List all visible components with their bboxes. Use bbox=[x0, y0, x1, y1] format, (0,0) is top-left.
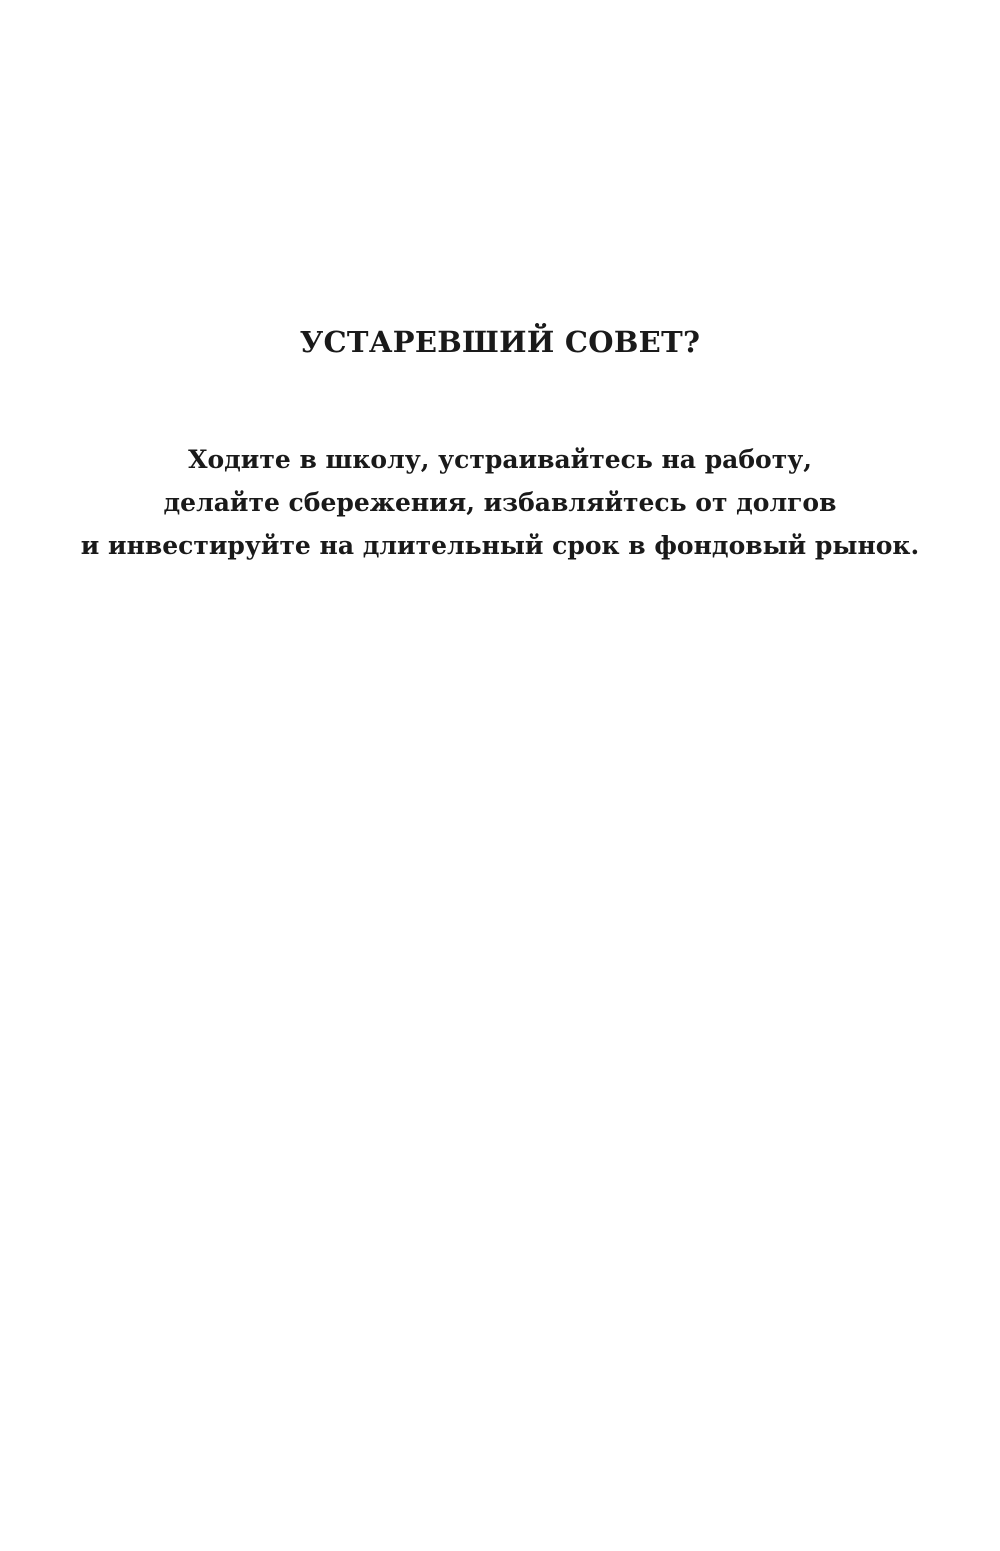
epigraph-line-2: делайте сбережения, избавляйтесь от долгов bbox=[163, 488, 837, 517]
epigraph bbox=[0, 438, 1000, 567]
epigraph-line-3: и инвестируйте на длительный срок в фондовый рынок. bbox=[80, 531, 920, 560]
page-title: УСТАРЕВШИЙ СОВЕТ? bbox=[299, 325, 701, 359]
epigraph-line-1: Ходите в школу, устраивайтесь на работу, bbox=[188, 445, 812, 474]
